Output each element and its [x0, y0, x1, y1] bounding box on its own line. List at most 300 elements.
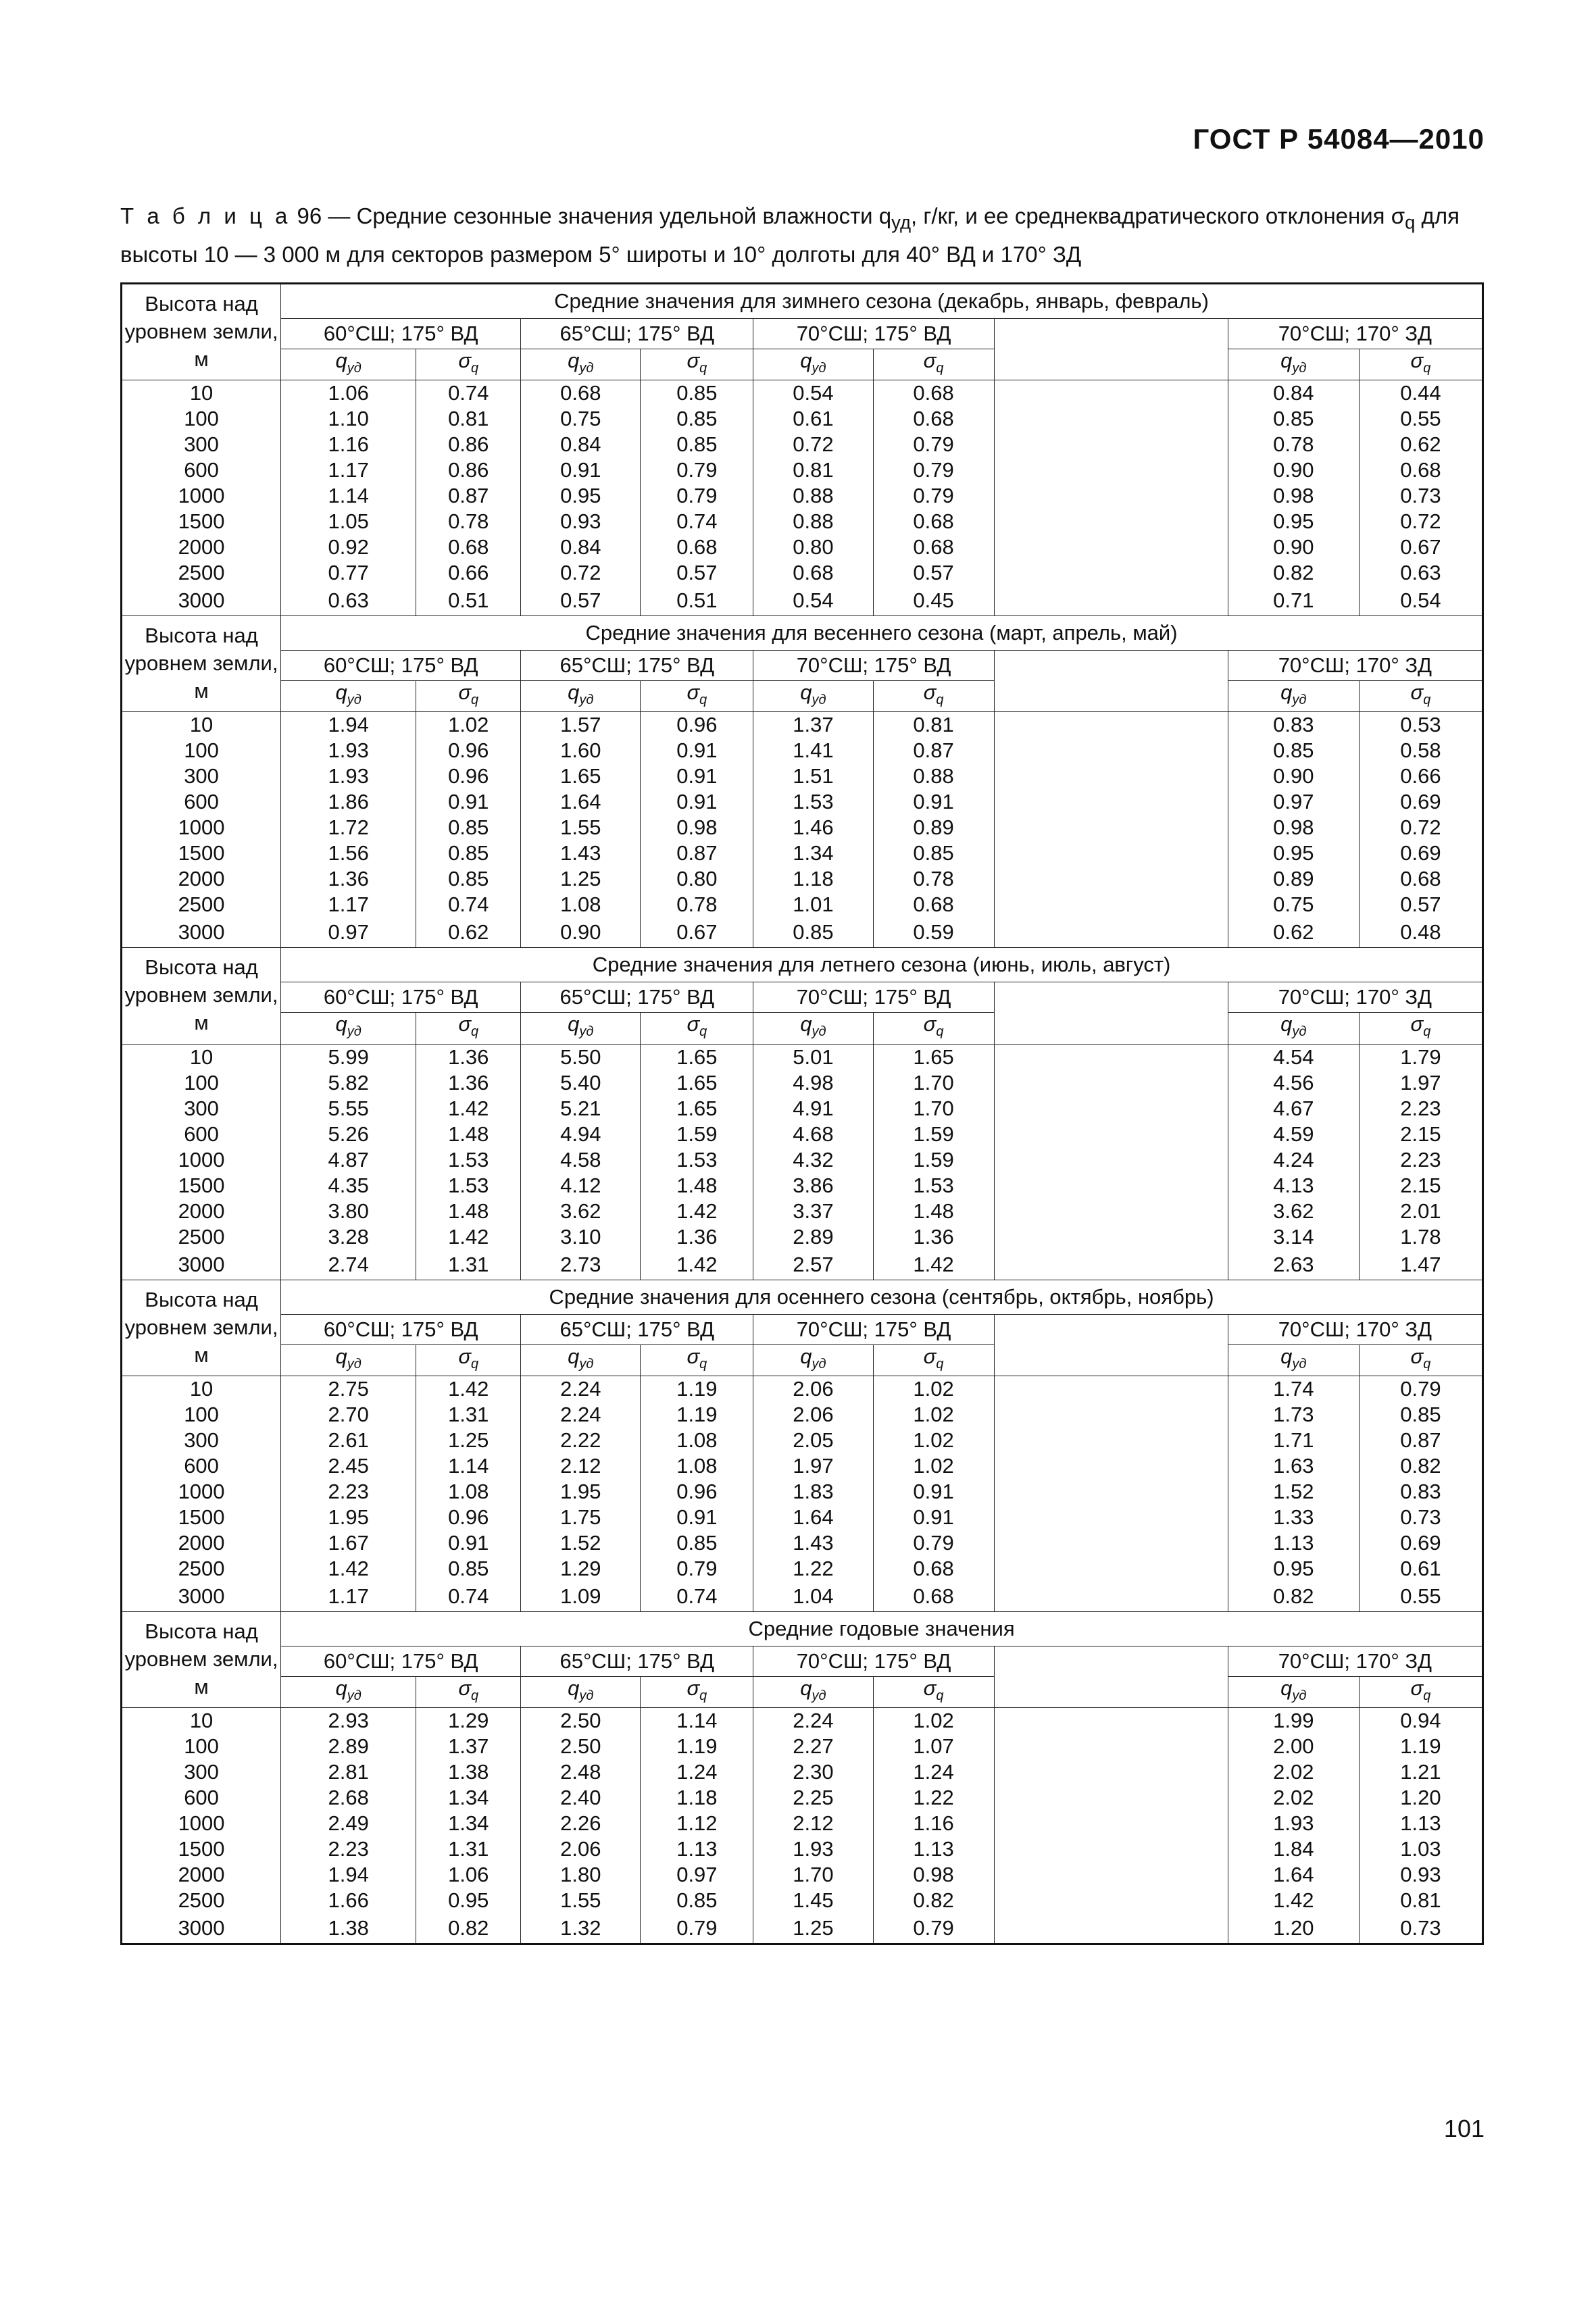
- q-header: [281, 349, 416, 380]
- symbol-sigma-sub: q: [1423, 1356, 1431, 1372]
- value-cell: 0.91: [521, 457, 641, 483]
- value-cell: 0.78: [1228, 432, 1359, 457]
- blank-column: [994, 763, 1228, 789]
- symbol-sigma: σ: [687, 349, 700, 372]
- value-cell: 2.23: [1359, 1147, 1482, 1173]
- value-cell: 1.73: [1228, 1402, 1359, 1428]
- value-cell: 2.06: [753, 1402, 873, 1428]
- value-cell: 0.63: [281, 586, 416, 616]
- value-cell: 0.98: [1228, 815, 1359, 840]
- table-row: [122, 1556, 1483, 1582]
- symbol-q: q: [800, 1012, 812, 1036]
- table-row: [122, 432, 1483, 457]
- value-cell: 1.97: [1359, 1070, 1482, 1096]
- column-header-row: [122, 651, 1483, 681]
- column-70n-170w: 70°СШ; 170° ЗД: [1228, 1646, 1482, 1676]
- q-header: [1228, 1013, 1359, 1044]
- value-cell: 1.93: [281, 763, 416, 789]
- value-cell: 0.68: [753, 560, 873, 586]
- value-cell: 4.32: [753, 1147, 873, 1173]
- height-cell: 1000: [122, 1479, 281, 1505]
- value-cell: 2.89: [753, 1224, 873, 1250]
- height-cell: 2000: [122, 534, 281, 560]
- value-cell: 1.38: [281, 1913, 416, 1944]
- value-cell: 0.68: [1359, 866, 1482, 892]
- value-cell: 0.68: [873, 1556, 994, 1582]
- value-cell: 0.55: [1359, 1582, 1482, 1612]
- value-cell: 0.79: [873, 457, 994, 483]
- value-cell: 0.61: [1359, 1556, 1482, 1582]
- value-cell: 1.66: [281, 1888, 416, 1913]
- blank-column: [994, 1862, 1228, 1888]
- table-caption: [120, 200, 1489, 270]
- value-cell: 0.44: [1359, 380, 1482, 407]
- blank-column: [994, 712, 1228, 738]
- q-header: [521, 681, 641, 712]
- blank-column: [994, 1888, 1228, 1913]
- value-cell: 1.22: [753, 1556, 873, 1582]
- value-cell: 1.53: [873, 1173, 994, 1199]
- value-cell: 0.87: [873, 738, 994, 763]
- value-cell: 0.68: [873, 380, 994, 407]
- table-row: [122, 1122, 1483, 1147]
- value-cell: 1.65: [641, 1096, 753, 1122]
- q-header: [281, 1013, 416, 1044]
- caption-text-2: , г/кг, и ее среднеквадратического отклонения σ: [911, 203, 1405, 228]
- height-cell: 3000: [122, 586, 281, 616]
- value-cell: 1.67: [281, 1530, 416, 1556]
- value-cell: 1.53: [753, 789, 873, 815]
- height-cell: 300: [122, 1428, 281, 1453]
- symbol-q-sub: уд: [347, 1356, 361, 1372]
- value-cell: 1.56: [281, 840, 416, 866]
- value-cell: 0.57: [521, 586, 641, 616]
- value-cell: 0.82: [873, 1888, 994, 1913]
- value-cell: 0.96: [416, 738, 521, 763]
- value-cell: 0.79: [641, 1556, 753, 1582]
- value-cell: 2.63: [1228, 1250, 1359, 1280]
- value-cell: 1.14: [416, 1453, 521, 1479]
- symbol-sigma-sub: q: [936, 1688, 944, 1703]
- value-cell: 1.14: [281, 483, 416, 509]
- value-cell: 0.72: [1359, 509, 1482, 534]
- value-cell: 0.91: [641, 738, 753, 763]
- blank-column: [994, 1556, 1228, 1582]
- section-title-row: [122, 1280, 1483, 1314]
- symbol-q: q: [568, 1344, 580, 1368]
- symbol-sigma-sub: q: [471, 1024, 479, 1040]
- value-cell: 0.91: [873, 1479, 994, 1505]
- value-cell: 1.80: [521, 1862, 641, 1888]
- value-cell: 0.81: [416, 406, 521, 432]
- value-cell: 1.84: [1228, 1836, 1359, 1862]
- value-cell: 4.91: [753, 1096, 873, 1122]
- value-cell: 1.03: [1359, 1836, 1482, 1862]
- table-row: [122, 1734, 1483, 1759]
- value-cell: 0.85: [416, 815, 521, 840]
- value-cell: 0.51: [416, 586, 521, 616]
- value-cell: 0.68: [1359, 457, 1482, 483]
- height-cell: 1000: [122, 815, 281, 840]
- symbol-sigma-sub: q: [699, 1688, 707, 1703]
- table-row: [122, 1862, 1483, 1888]
- value-cell: 1.63: [1228, 1453, 1359, 1479]
- symbol-q-sub: уд: [1292, 361, 1307, 376]
- table-row: [122, 1428, 1483, 1453]
- sigma-header: [641, 1676, 753, 1707]
- value-cell: 1.64: [521, 789, 641, 815]
- blank-column: [994, 586, 1228, 616]
- value-cell: 0.89: [873, 815, 994, 840]
- value-cell: 1.42: [641, 1250, 753, 1280]
- blank-column: [994, 1836, 1228, 1862]
- value-cell: 1.24: [641, 1759, 753, 1785]
- value-cell: 0.61: [753, 406, 873, 432]
- value-cell: 0.79: [873, 1530, 994, 1556]
- value-cell: 0.98: [641, 815, 753, 840]
- caption-s-sub: q: [1405, 211, 1416, 233]
- value-cell: 1.34: [753, 840, 873, 866]
- value-cell: 0.84: [1228, 380, 1359, 407]
- table-row: [122, 1147, 1483, 1173]
- value-cell: 1.05: [281, 509, 416, 534]
- table-row: [122, 483, 1483, 509]
- value-cell: 1.33: [1228, 1505, 1359, 1530]
- value-cell: 2.23: [1359, 1096, 1482, 1122]
- value-cell: 0.85: [1359, 1402, 1482, 1428]
- value-cell: 0.96: [641, 712, 753, 738]
- section-title-row: [122, 1611, 1483, 1646]
- value-cell: 1.17: [281, 892, 416, 917]
- table-row: [122, 1199, 1483, 1224]
- value-cell: 2.00: [1228, 1734, 1359, 1759]
- value-cell: 0.54: [753, 380, 873, 407]
- value-cell: 1.13: [641, 1836, 753, 1862]
- column-header-row: [122, 319, 1483, 349]
- blank-column: [994, 457, 1228, 483]
- value-cell: 0.82: [1359, 1453, 1482, 1479]
- value-cell: 5.55: [281, 1096, 416, 1122]
- height-cell: 2500: [122, 560, 281, 586]
- blank-column: [994, 534, 1228, 560]
- column-70n-170w: 70°СШ; 170° ЗД: [1228, 982, 1482, 1013]
- height-cell: 1500: [122, 509, 281, 534]
- value-cell: 1.25: [416, 1428, 521, 1453]
- value-cell: 1.14: [641, 1707, 753, 1734]
- symbol-sigma: σ: [687, 1344, 700, 1368]
- value-cell: 1.42: [873, 1250, 994, 1280]
- value-cell: 1.64: [1228, 1862, 1359, 1888]
- value-cell: 1.19: [641, 1402, 753, 1428]
- value-cell: 0.79: [873, 432, 994, 457]
- blank-column: [994, 789, 1228, 815]
- value-cell: 1.41: [753, 738, 873, 763]
- value-cell: 0.81: [873, 712, 994, 738]
- blank-column: [994, 681, 1228, 712]
- value-cell: 0.88: [753, 483, 873, 509]
- value-cell: 4.68: [753, 1122, 873, 1147]
- value-cell: 1.18: [753, 866, 873, 892]
- symbol-q: q: [335, 1344, 347, 1368]
- blank-column: [994, 892, 1228, 917]
- value-cell: 1.21: [1359, 1759, 1482, 1785]
- table-row: [122, 1250, 1483, 1280]
- table-row: [122, 789, 1483, 815]
- value-cell: 1.65: [521, 763, 641, 789]
- value-cell: 0.72: [753, 432, 873, 457]
- column-70n-175e: 70°СШ; 175° ВД: [753, 1314, 994, 1344]
- value-cell: 0.59: [873, 917, 994, 948]
- column-65n-175e: 65°СШ; 175° ВД: [521, 651, 753, 681]
- value-cell: 3.62: [521, 1199, 641, 1224]
- value-cell: 2.24: [521, 1376, 641, 1402]
- value-cell: 1.36: [281, 866, 416, 892]
- symbol-q: q: [1280, 1344, 1293, 1368]
- value-cell: 1.47: [1359, 1250, 1482, 1280]
- value-cell: 0.78: [416, 509, 521, 534]
- value-cell: 0.51: [641, 586, 753, 616]
- symbol-sigma-sub: q: [699, 361, 707, 376]
- blank-column: [994, 1428, 1228, 1453]
- table-row: [122, 917, 1483, 948]
- height-cell: 2000: [122, 1862, 281, 1888]
- value-cell: 3.10: [521, 1224, 641, 1250]
- value-cell: 1.34: [416, 1811, 521, 1836]
- blank-column: [994, 1070, 1228, 1096]
- value-cell: 0.87: [1359, 1428, 1482, 1453]
- value-cell: 4.94: [521, 1122, 641, 1147]
- q-header: [1228, 681, 1359, 712]
- symbol-sigma: σ: [923, 1676, 937, 1700]
- symbol-sigma: σ: [458, 349, 472, 372]
- column-header-row: [122, 1314, 1483, 1344]
- column-60n-175e: 60°СШ; 175° ВД: [281, 319, 521, 349]
- value-cell: 0.88: [873, 763, 994, 789]
- value-cell: 0.79: [641, 1913, 753, 1944]
- q-header: [753, 1344, 873, 1376]
- value-cell: 0.95: [521, 483, 641, 509]
- value-cell: 0.48: [1359, 917, 1482, 948]
- height-cell: 300: [122, 763, 281, 789]
- symbol-q: q: [335, 680, 347, 705]
- value-cell: 1.34: [416, 1785, 521, 1811]
- symbol-q-sub: уд: [812, 693, 826, 708]
- value-cell: 0.91: [641, 763, 753, 789]
- symbol-q: q: [800, 1344, 812, 1368]
- height-cell: 2500: [122, 892, 281, 917]
- height-cell: 3000: [122, 1582, 281, 1612]
- value-cell: 0.85: [1228, 406, 1359, 432]
- value-cell: 0.68: [873, 534, 994, 560]
- symbol-q: q: [1280, 1012, 1293, 1036]
- symbol-q-sub: уд: [579, 1356, 594, 1372]
- q-header: [521, 349, 641, 380]
- value-cell: 1.17: [281, 457, 416, 483]
- value-cell: 1.29: [521, 1556, 641, 1582]
- value-cell: 0.98: [873, 1862, 994, 1888]
- value-cell: 1.43: [521, 840, 641, 866]
- value-cell: 2.05: [753, 1428, 873, 1453]
- symbol-sigma-sub: q: [699, 1356, 707, 1372]
- value-cell: 2.40: [521, 1785, 641, 1811]
- value-cell: 1.57: [521, 712, 641, 738]
- height-cell: 1500: [122, 1505, 281, 1530]
- section-title: Средние годовые значения: [281, 1611, 1483, 1646]
- value-cell: 0.74: [416, 1582, 521, 1612]
- value-cell: 1.02: [873, 1402, 994, 1428]
- value-cell: 1.24: [873, 1759, 994, 1785]
- symbol-sigma: σ: [1410, 1344, 1424, 1368]
- symbol-row: [122, 1676, 1483, 1707]
- table-row: [122, 738, 1483, 763]
- table-row: [122, 1530, 1483, 1556]
- table-row: [122, 1811, 1483, 1836]
- value-cell: 1.52: [1228, 1479, 1359, 1505]
- height-cell: 100: [122, 1070, 281, 1096]
- height-label: Высота над уровнем земли, м: [122, 1280, 281, 1376]
- value-cell: 3.62: [1228, 1199, 1359, 1224]
- blank-column: [994, 1044, 1228, 1070]
- value-cell: 0.89: [1228, 866, 1359, 892]
- height-cell: 2000: [122, 866, 281, 892]
- value-cell: 4.54: [1228, 1044, 1359, 1070]
- table-row: [122, 1224, 1483, 1250]
- table-row: [122, 1505, 1483, 1530]
- column-70n-175e: 70°СШ; 175° ВД: [753, 1646, 994, 1676]
- table-row: [122, 1376, 1483, 1402]
- symbol-q-sub: уд: [1292, 1356, 1307, 1372]
- value-cell: 1.74: [1228, 1376, 1359, 1402]
- section-title: Средние значения для летнего сезона (июнь, июль, август): [281, 948, 1483, 982]
- value-cell: 3.37: [753, 1199, 873, 1224]
- value-cell: 1.65: [641, 1070, 753, 1096]
- value-cell: 0.97: [1228, 789, 1359, 815]
- symbol-sigma-sub: q: [936, 1356, 944, 1372]
- symbol-q: q: [1280, 349, 1293, 372]
- sigma-header: [1359, 681, 1482, 712]
- symbol-q-sub: уд: [812, 1688, 826, 1703]
- value-cell: 0.96: [416, 763, 521, 789]
- value-cell: 1.93: [1228, 1811, 1359, 1836]
- value-cell: 0.93: [1359, 1862, 1482, 1888]
- q-header: [753, 1013, 873, 1044]
- value-cell: 2.24: [753, 1707, 873, 1734]
- value-cell: 0.57: [641, 560, 753, 586]
- symbol-q-sub: уд: [812, 1356, 826, 1372]
- value-cell: 1.95: [521, 1479, 641, 1505]
- value-cell: 1.95: [281, 1505, 416, 1530]
- value-cell: 0.85: [1228, 738, 1359, 763]
- value-cell: 0.91: [416, 1530, 521, 1556]
- sigma-header: [416, 349, 521, 380]
- value-cell: 0.85: [641, 432, 753, 457]
- symbol-q-sub: уд: [579, 693, 594, 708]
- value-cell: 4.24: [1228, 1147, 1359, 1173]
- value-cell: 0.72: [521, 560, 641, 586]
- value-cell: 0.69: [1359, 789, 1482, 815]
- sigma-header: [873, 1344, 994, 1376]
- value-cell: 0.82: [416, 1913, 521, 1944]
- column-65n-175e: 65°СШ; 175° ВД: [521, 1314, 753, 1344]
- height-cell: 600: [122, 789, 281, 815]
- value-cell: 0.93: [521, 509, 641, 534]
- value-cell: 0.85: [641, 1888, 753, 1913]
- value-cell: 0.91: [641, 789, 753, 815]
- value-cell: 0.90: [1228, 763, 1359, 789]
- value-cell: 1.55: [521, 1888, 641, 1913]
- symbol-sigma-sub: q: [1423, 361, 1431, 376]
- blank-column: [994, 1344, 1228, 1376]
- value-cell: 0.85: [641, 380, 753, 407]
- symbol-q: q: [800, 1676, 812, 1700]
- value-cell: 1.48: [873, 1199, 994, 1224]
- value-cell: 2.48: [521, 1759, 641, 1785]
- symbol-sigma: σ: [687, 680, 700, 705]
- value-cell: 1.86: [281, 789, 416, 815]
- value-cell: 0.96: [641, 1479, 753, 1505]
- blank-column: [994, 815, 1228, 840]
- value-cell: 1.32: [521, 1913, 641, 1944]
- value-cell: 2.50: [521, 1734, 641, 1759]
- value-cell: 0.91: [873, 1505, 994, 1530]
- symbol-q: q: [1280, 1676, 1293, 1700]
- height-cell: 600: [122, 1785, 281, 1811]
- blank-column: [994, 319, 1228, 349]
- value-cell: 5.01: [753, 1044, 873, 1070]
- value-cell: 1.70: [873, 1070, 994, 1096]
- symbol-q: q: [568, 1012, 580, 1036]
- value-cell: 0.85: [873, 840, 994, 866]
- value-cell: 1.51: [753, 763, 873, 789]
- symbol-sigma: σ: [458, 1012, 472, 1036]
- value-cell: 0.73: [1359, 1913, 1482, 1944]
- symbol-q: q: [568, 349, 580, 372]
- value-cell: 0.90: [1228, 457, 1359, 483]
- value-cell: 0.66: [416, 560, 521, 586]
- value-cell: 0.62: [416, 917, 521, 948]
- symbol-sigma: σ: [923, 1012, 937, 1036]
- symbol-sigma-sub: q: [936, 693, 944, 708]
- value-cell: 1.60: [521, 738, 641, 763]
- value-cell: 0.82: [1228, 560, 1359, 586]
- height-cell: 300: [122, 432, 281, 457]
- value-cell: 2.25: [753, 1785, 873, 1811]
- value-cell: 0.85: [416, 840, 521, 866]
- value-cell: 2.06: [753, 1376, 873, 1402]
- value-cell: 0.86: [416, 457, 521, 483]
- column-60n-175e: 60°СШ; 175° ВД: [281, 651, 521, 681]
- value-cell: 1.01: [753, 892, 873, 917]
- column-60n-175e: 60°СШ; 175° ВД: [281, 1646, 521, 1676]
- value-cell: 0.91: [416, 789, 521, 815]
- value-cell: 1.65: [641, 1044, 753, 1070]
- section-title-row: [122, 948, 1483, 982]
- value-cell: 1.59: [873, 1122, 994, 1147]
- symbol-sigma: σ: [687, 1012, 700, 1036]
- column-70n-170w: 70°СШ; 170° ЗД: [1228, 319, 1482, 349]
- symbol-sigma: σ: [923, 1344, 937, 1368]
- table-row: [122, 1479, 1483, 1505]
- height-cell: 2500: [122, 1224, 281, 1250]
- table-row: [122, 586, 1483, 616]
- blank-column: [994, 1759, 1228, 1785]
- height-cell: 3000: [122, 1250, 281, 1280]
- table-row: [122, 457, 1483, 483]
- q-header: [281, 1344, 416, 1376]
- symbol-sigma: σ: [1410, 680, 1424, 705]
- sigma-header: [873, 1676, 994, 1707]
- section-title-row: [122, 616, 1483, 651]
